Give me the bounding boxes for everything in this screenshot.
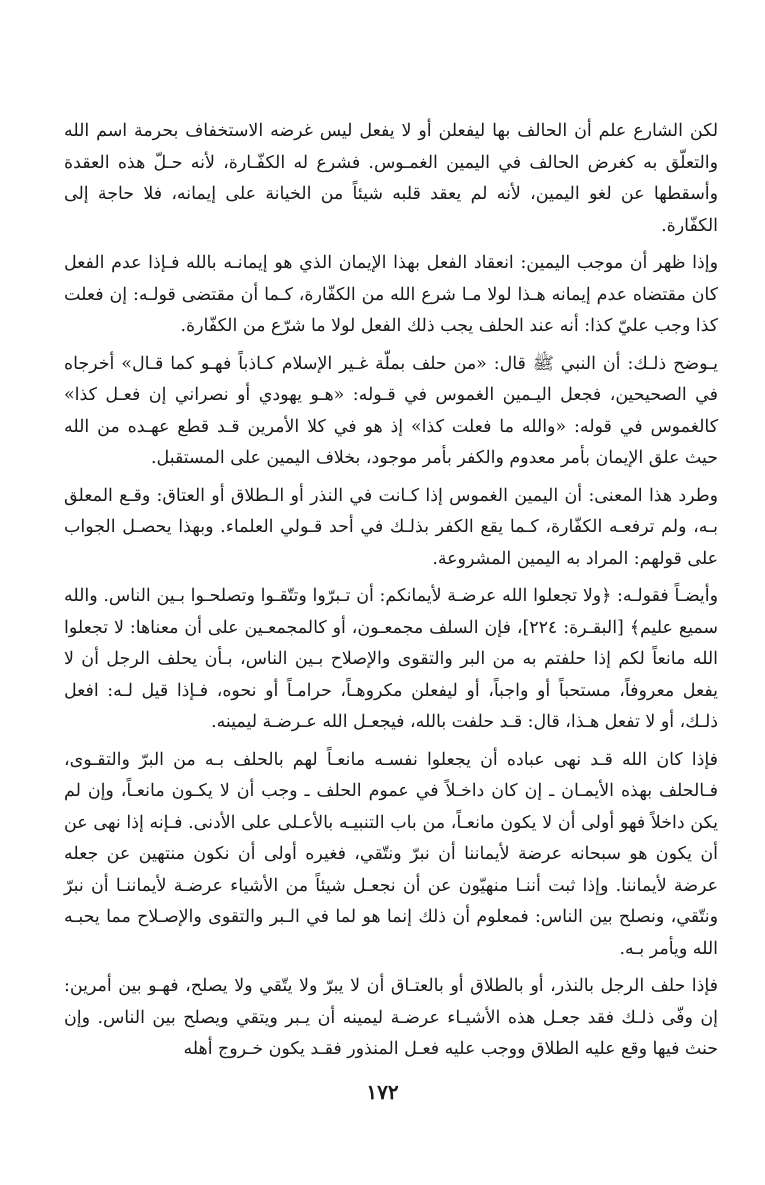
paragraph-4: وطرد هذا المعنى: أن اليمين الغموس إذا كـانت في النذر أو الـطلاق أو العتاق: وقـع المعلق بـه، ولم ترفعـه الكفّارة، كـما يقع الكفر بذلـك في أحد قـولي العلماء. وبهذا يحصـل الجواب على قولهم: المراد به اليمين المشروعة.	[64, 485, 718, 569]
paragraph-6: فإذا كان الله قـد نهى عباده أن يجعلوا نفسـه مانعـاً لهم بالحلف بـه من البرّ والتقـوى، فـالحلف بهذه الأيمـان ـ إن كان داخـلاً في عموم الحلف ـ وجب أن لا يكـون مانعـاً، وإن لم يكن داخلاً فهو أولى أن لا يكون مانعـاً، من باب التنبيـه بالأعـلى على الأدنى. فـإنه إذا نهى عن أن يكون هو سبحانه عرضة لأيماننا أن نبرّ ونتّقي، فغيره أولى أن نكون منتهين عن جعله عرضة لأيماننا. وإذا ثبت أننـا منهيّون عن أن نجعـل شيئاً من الأشياء عرضـة لأيماننـا أن نبرّ ونتّقي، ونصلح بين الناس: فمعلوم أن ذلك إنما هو لما في الـبر والتقوى والإصـلاح مما يحبـه الله ويأمر بـه.	[64, 749, 718, 959]
paragraph-7: فإذا حلف الرجل بالنذر، أو بالطلاق أو بالعتـاق أن لا يبرّ ولا يتّقي ولا يصلح، فهـو بين أمرين: إن وفّى ذلـك فقد جعـل هذه الأشيـاء عرضـة ليمينه أن يـبر ويتقي ويصلح بين الناس. وإن حنث فيها وقع عليه الطلاق ووجب عليه فعـل المنذور فقـد يكون خـروج أهله	[64, 976, 718, 1059]
page-text-body	[64, 116, 718, 1072]
page-number: ١٧٢	[366, 1080, 399, 1104]
paragraph-3: يـوضح ذلـك: أن النبي ﷺ قال: «من حلف بملّة غـير الإسلام كـاذباً فهـو كما قـال» أخرجاه في الصحيحين، فجعل اليـمين الغموس في قـوله: «هـو يهودي أو نصراني إن فعـل كذا» كالغموس في قوله: «والله ما فعلت كذا» إذ هو في كلا الأمرين قـد قطع عهـده من الله حيث علق الإيمان بأمر معدوم والكفر بأمر موجود، بخلاف اليمين على المستقبل.	[64, 353, 718, 468]
paragraph-1: لكن الشارع علم أن الحالف بها ليفعلن أو لا يفعل ليس غرضه الاستخفاف بحرمة اسم الله والتعلّق به كغرض الحالف في اليمين الغمـوس. فشرع له الكفّـارة، لأنه حـلّ هذه العقدة وأسقطها عن لغو اليمين، لأنه لم يعقد قلبه شيئاً من الخيانة على إيمانه، فلا حاجة إلى الكفّارة.	[64, 121, 718, 236]
paragraph-2: وإذا ظهر أن موجب اليمين: انعقاد الفعل بهذا الإيمان الذي هو إيمانـه بالله فـإذا عدم الفعل كان مقتضاه عدم إيمانه هـذا لولا مـا شرع الله من الكفّارة، كـما أن مقتضى قولـه: إن فعلت كذا وجب عليّ كذا: أنه عند الحلف يجب ذلك الفعل لولا ما شرّع من الكفّارة.	[64, 253, 718, 336]
paragraph-5: وأيضـاً فقولـه: ﴿ولا تجعلوا الله عرضـة لأيمانكم: أن تـبرّوا وتتّقـوا وتصلحـوا بـين الناس. والله سميع عليم﴾ [البقـرة: ٢٢٤]، فإن السلف مجمعـون، أو كالمجمعـين على أن معناها: لا تجعلوا الله مانعاً لكم إذا حلفتم به من البر والتقوى والإصلاح بـين الناس، بـأن يحلف الرجل أن لا يفعل معروفاً، مستحباً أو واجباً، أو ليفعلن مكروهـاً، حرامـاً أو نحوه، فـإذا قيل لـه: افعل ذلـك، أو لا تفعل هـذا، قال: قـد حلفت بالله، فيجعـل الله عـرضـة ليمينه.	[64, 586, 718, 732]
